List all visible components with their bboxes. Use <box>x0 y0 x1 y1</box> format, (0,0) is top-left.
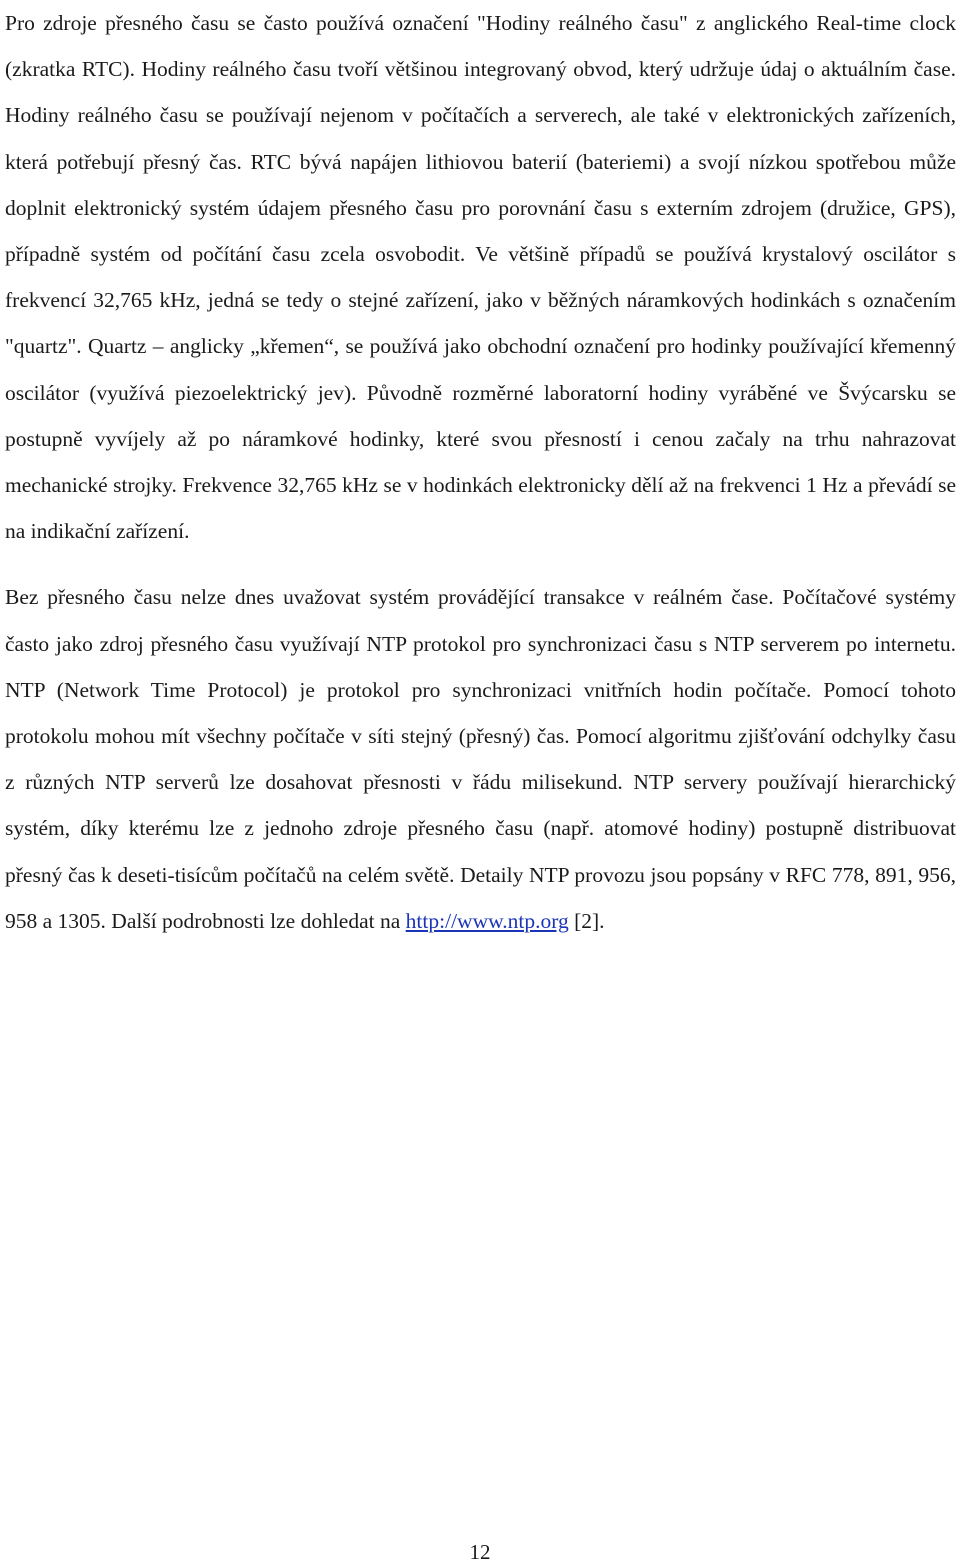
ntp-link[interactable]: http://www.ntp.org <box>405 908 569 933</box>
page-number: 12 <box>469 1540 491 1564</box>
paragraph-ntp-text: Bez přesného času nelze dnes uvažovat systém provádějící transakce v reálném čase. Počítačové systémy často jako zdroj přesného času využívají NTP protokol pro synchronizaci času s NTP serverem po internetu. NTP (Network Time Protocol) je protokol pro synchronizaci vnitřních hodin počítače. Pomocí tohoto protokolu mohou mít všechny počítače v síti stejný (přesný) čas. Pomocí algoritmu zjišťování odchylky času z různých NTP serverů lze dosahovat přesnosti v řádu milisekund. NTP servery používají hierarchický systém, díky kterému lze z jednoho zdroje přesného času (např. atomové hodiny) postupně distribuovat přesný čas k deseti-tisícům počítačů na celém světě. Detaily NTP provozu jsou popsány v RFC 778, 891, 956, 958 a 1305. Další podrobnosti lze dohledat na <box>5 585 956 933</box>
paragraph-rtc: Pro zdroje přesného času se často používá označení "Hodiny reálného času" z anglického Real-time clock (zkratka RTC). Hodiny reálného času tvoří většinou integrovaný obvod, který udržuje údaj o aktuálním čase. Hodiny reálného času se používají nejenom v počítačích a serverech, ale také v elektronických zařízeních, která potřebují přesný čas. RTC bývá napájen lithiovou baterií (bateriemi) a svojí nízkou spotřebou může doplnit elektronický systém údajem přesného času pro porovnání času s externím zdrojem (družice, GPS), případně systém od počítání času zcela osvobodit. Ve většině případů se používá krystalový oscilátor s frekvencí 32,765 kHz, jedná se tedy o stejné zařízení, jako v běžných náramkových hodinkách s označením "quartz". Quartz – anglicky „křemen“, se používá jako obchodní označení pro hodinky používající křemenný oscilátor (využívá piezoelektrický jev). Původně rozměrné laboratorní hodiny vyráběné ve Švýcarsku se postupně vyvíjely až po náramkové hodinky, které svou přesností i cenou začaly na trhu nahrazovat mechanické strojky. Frekvence 32,765 kHz se v hodinkách elektronicky dělí až na frekvenci 1 Hz a převádí se na indikační zařízení. <box>5 11 956 544</box>
document-page <box>5 0 956 944</box>
citation-ref: [2]. <box>568 908 605 933</box>
paragraph-ntp <box>5 574 956 944</box>
